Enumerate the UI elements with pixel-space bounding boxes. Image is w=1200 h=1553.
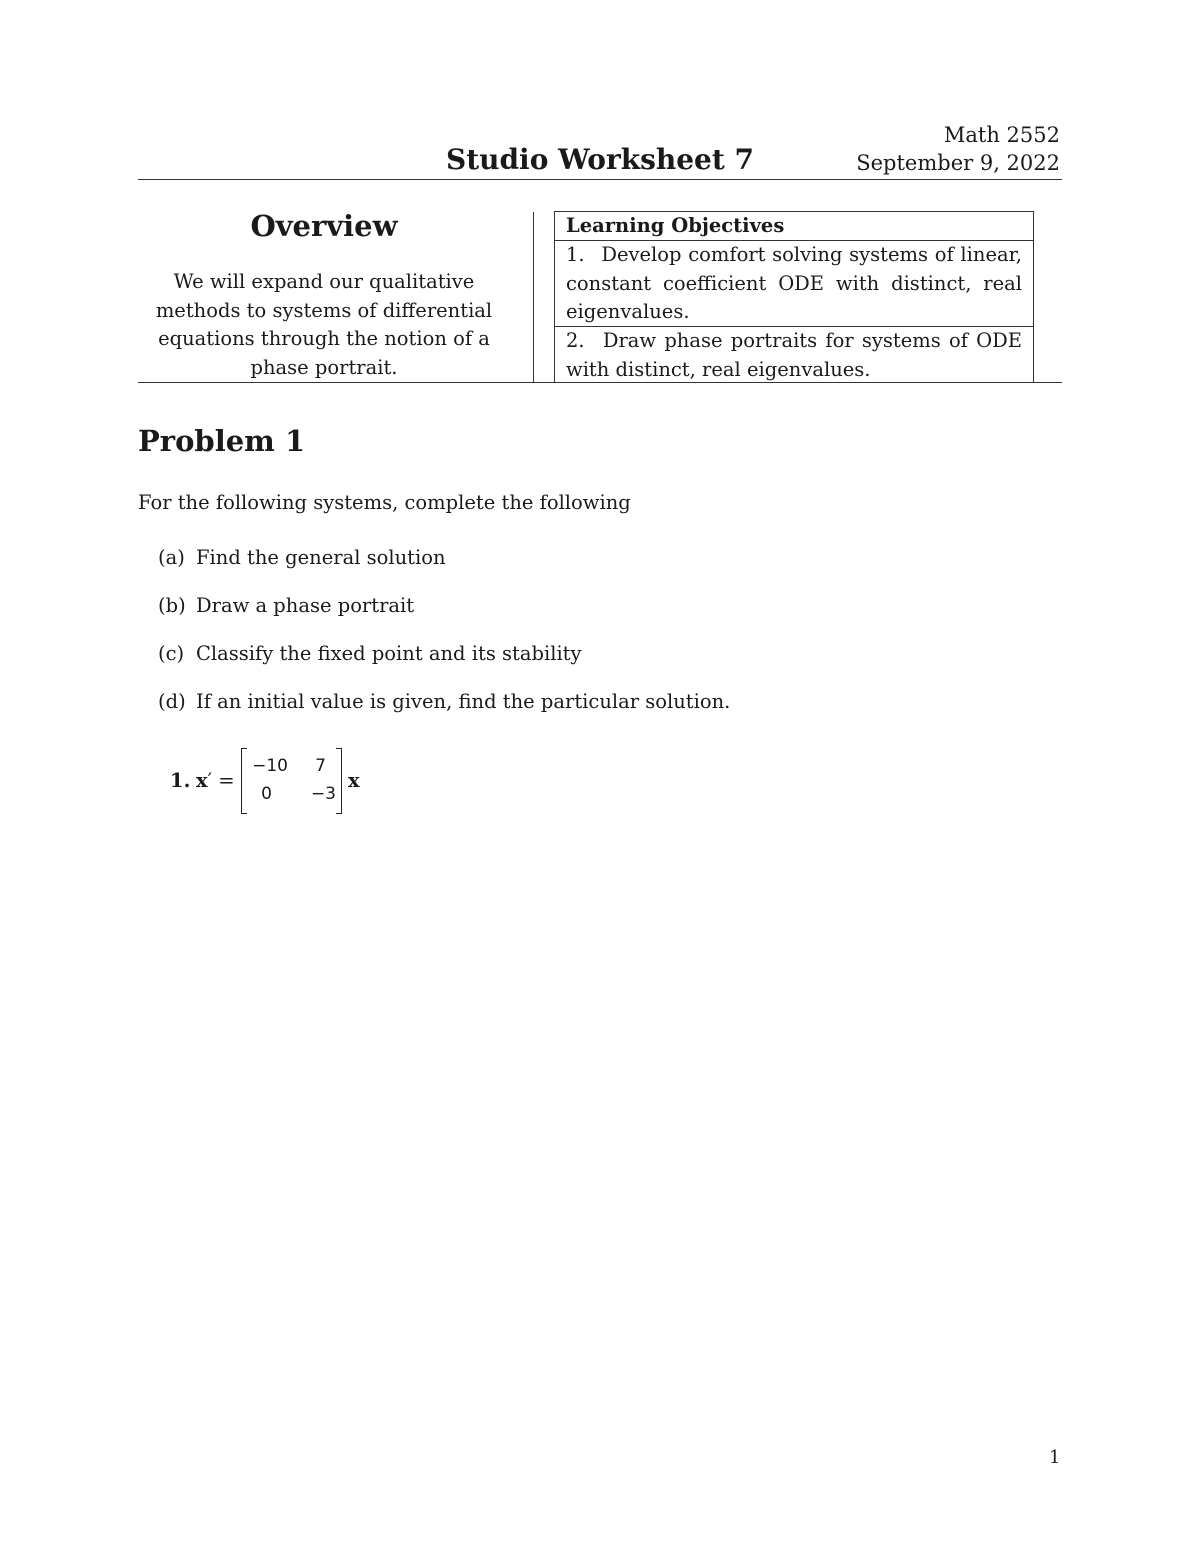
step-label: (a) xyxy=(158,546,185,569)
date-label: September 9, 2022 xyxy=(856,151,1060,175)
header-rule xyxy=(138,179,1062,180)
problem-step xyxy=(158,592,414,620)
course-label: Math 2552 xyxy=(943,123,1060,147)
problem-step xyxy=(158,688,730,716)
objective-item xyxy=(555,241,1033,327)
step-text: Find the general solution xyxy=(196,546,446,569)
overview-heading: Overview xyxy=(250,209,398,243)
overview-line: We will expand our qualitative xyxy=(173,270,475,293)
equation-number: 1. xyxy=(170,769,191,792)
equals-sign: = xyxy=(218,769,235,792)
prime-mark: ′ xyxy=(207,769,213,792)
objective-item xyxy=(555,327,1033,384)
objective-text: Draw phase portraits for systems of ODE with distinct, real eigenvalues. xyxy=(566,329,1022,381)
matrix-cell: −3 xyxy=(310,784,336,804)
equation-lhs xyxy=(196,767,235,795)
step-text: Classify the fixed point and its stability xyxy=(196,642,582,665)
matrix-cell: 0 xyxy=(261,784,272,804)
matrix-right-bracket xyxy=(336,748,342,814)
step-text: Draw a phase portrait xyxy=(196,594,415,617)
overview-line: methods to systems of differential xyxy=(155,298,493,322)
column-divider xyxy=(533,212,534,382)
problem-title: Problem 1 xyxy=(138,424,306,458)
step-label: (b) xyxy=(158,594,186,617)
problem-intro: For the following systems, complete the following xyxy=(138,491,631,514)
overview-line: phase portrait. xyxy=(250,355,398,379)
matrix-cell: 7 xyxy=(315,756,326,776)
objectives-heading: Learning Objectives xyxy=(555,212,1033,241)
overview-line: equations through the notion of a xyxy=(158,327,490,350)
problem-step xyxy=(158,640,582,668)
objective-text: Develop comfort solving systems of linear, constant coefficient ODE with distinct, real eigenvalues. xyxy=(566,243,1022,323)
problem-step xyxy=(158,544,446,572)
objective-number: 2. xyxy=(566,329,585,352)
overview-text xyxy=(138,268,510,382)
vector-x: x xyxy=(196,769,208,792)
section-rule xyxy=(138,382,1062,383)
page-title: Studio Worksheet 7 xyxy=(445,143,755,176)
objectives-table xyxy=(554,211,1034,382)
vector-x: x xyxy=(348,769,360,792)
page-number: 1 xyxy=(1049,1447,1061,1468)
matrix-cell: −10 xyxy=(252,756,288,776)
step-label: (d) xyxy=(158,690,186,713)
matrix-left-bracket xyxy=(241,748,247,814)
step-label: (c) xyxy=(158,642,185,665)
step-text: If an initial value is given, find the particular solution. xyxy=(196,690,731,713)
objective-number: 1. xyxy=(566,243,585,266)
